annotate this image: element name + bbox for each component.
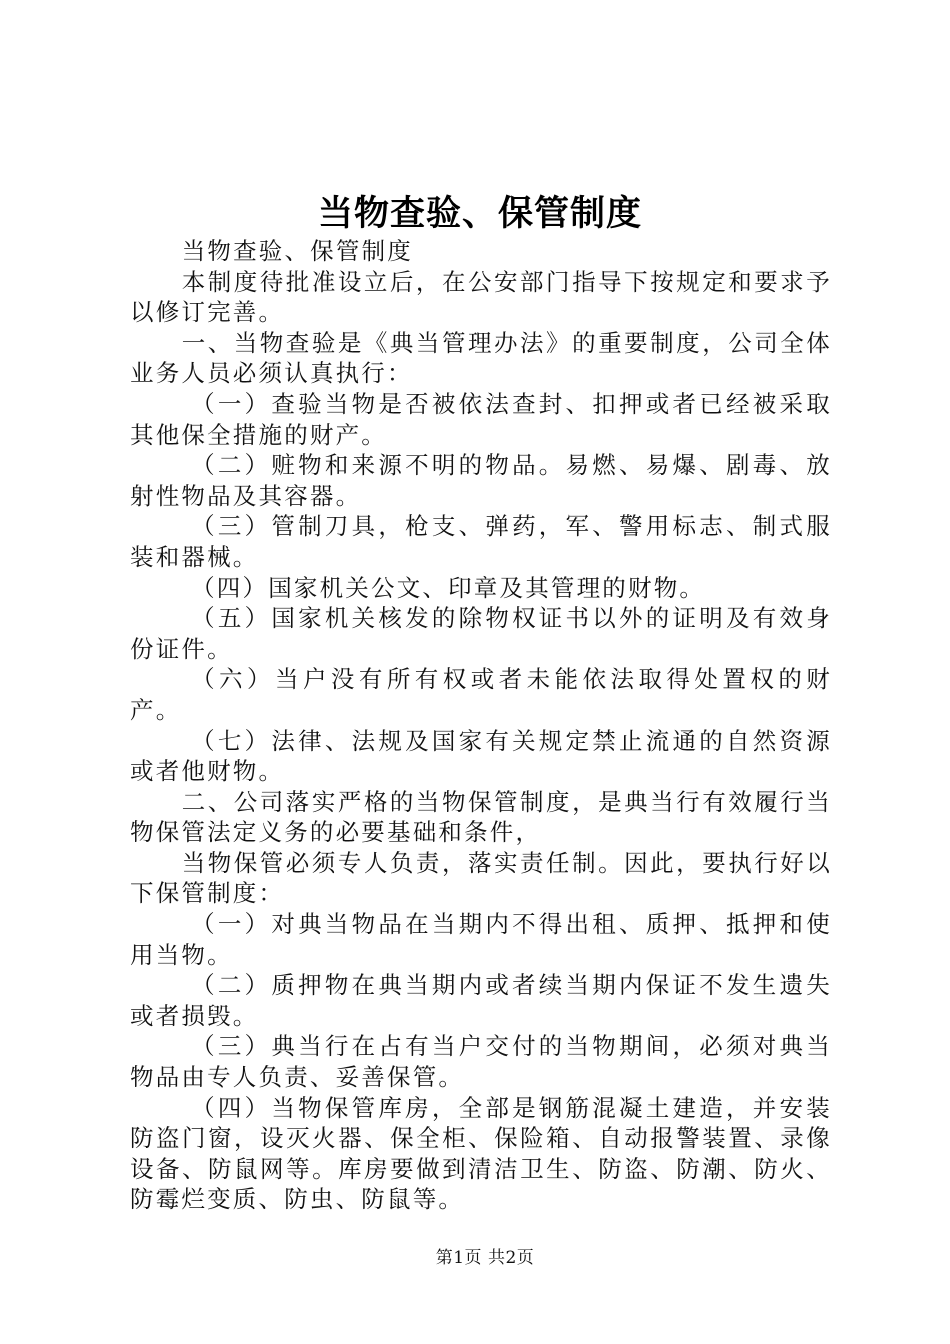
paragraph-item-1-7: （七）法律、法规及国家有关规定禁止流通的自然资源或者他财物。 (130, 726, 832, 786)
paragraph-heading-repeat: 当物查验、保管制度 (181, 237, 413, 265)
page-indicator: 第1页 共2页 (435, 1248, 535, 1268)
paragraph-item-2-1: （一）对典当物品在当期内不得出租、质押、抵押和使用当物。 (130, 910, 832, 969)
paragraph-item-1-5: （五）国家机关核发的除物权证书以外的证明及有效身份证件。 (130, 604, 832, 663)
paragraph-section-2: 二、公司落实严格的当物保管制度，是典当行有效履行当物保管法定义务的必要基础和条件， (130, 787, 832, 847)
paragraph-item-1-6: （六）当户没有所有权或者未能依法取得处置权的财产。 (130, 665, 832, 724)
paragraph-item-1-2: （二）赃物和来源不明的物品。易燃、易爆、剧毒、放射性物品及其容器。 (130, 451, 832, 510)
paragraph-item-2-2: （二）质押物在典当期内或者续当期内保证不发生遗失或者损毁。 (130, 971, 832, 1030)
paragraph-item-1-3: （三）管制刀具，枪支、弹药，军、警用标志、制式服装和器械。 (130, 512, 832, 571)
document-title: 当物查验、保管制度 (317, 193, 642, 234)
paragraph-item-2-3: （三）典当行在占有当户交付的当物期间，必须对典当物品由专人负责、妥善保管。 (130, 1032, 832, 1092)
paragraph-item-1-1: （一）查验当物是否被依法查封、扣押或者已经被采取其他保全措施的财产。 (130, 389, 832, 449)
document-body (130, 236, 832, 1215)
paragraph-section-2-intro: 当物保管必须专人负责，落实责任制。因此，要执行好以下保管制度： (130, 848, 832, 908)
paragraph-item-2-4: （四）当物保管库房，全部是钢筋混凝土建造，并安装防盗门窗，设灭火器、保全柜、保险箱、自动报警装置、录像设备、防鼠网等。库房要做到清洁卫生、防盗、防潮、防火、防霉烂变质、防虫、防鼠等。 (130, 1093, 832, 1214)
paragraph-intro: 本制度待批准设立后，在公安部门指导下按规定和要求予以修订完善。 (130, 267, 832, 327)
paragraph-item-1-4: （四）国家机关公文、印章及其管理的财物。 (191, 573, 706, 602)
paragraph-section-1: 一、当物查验是《典当管理办法》的重要制度，公司全体业务人员必须认真执行： (130, 328, 832, 388)
